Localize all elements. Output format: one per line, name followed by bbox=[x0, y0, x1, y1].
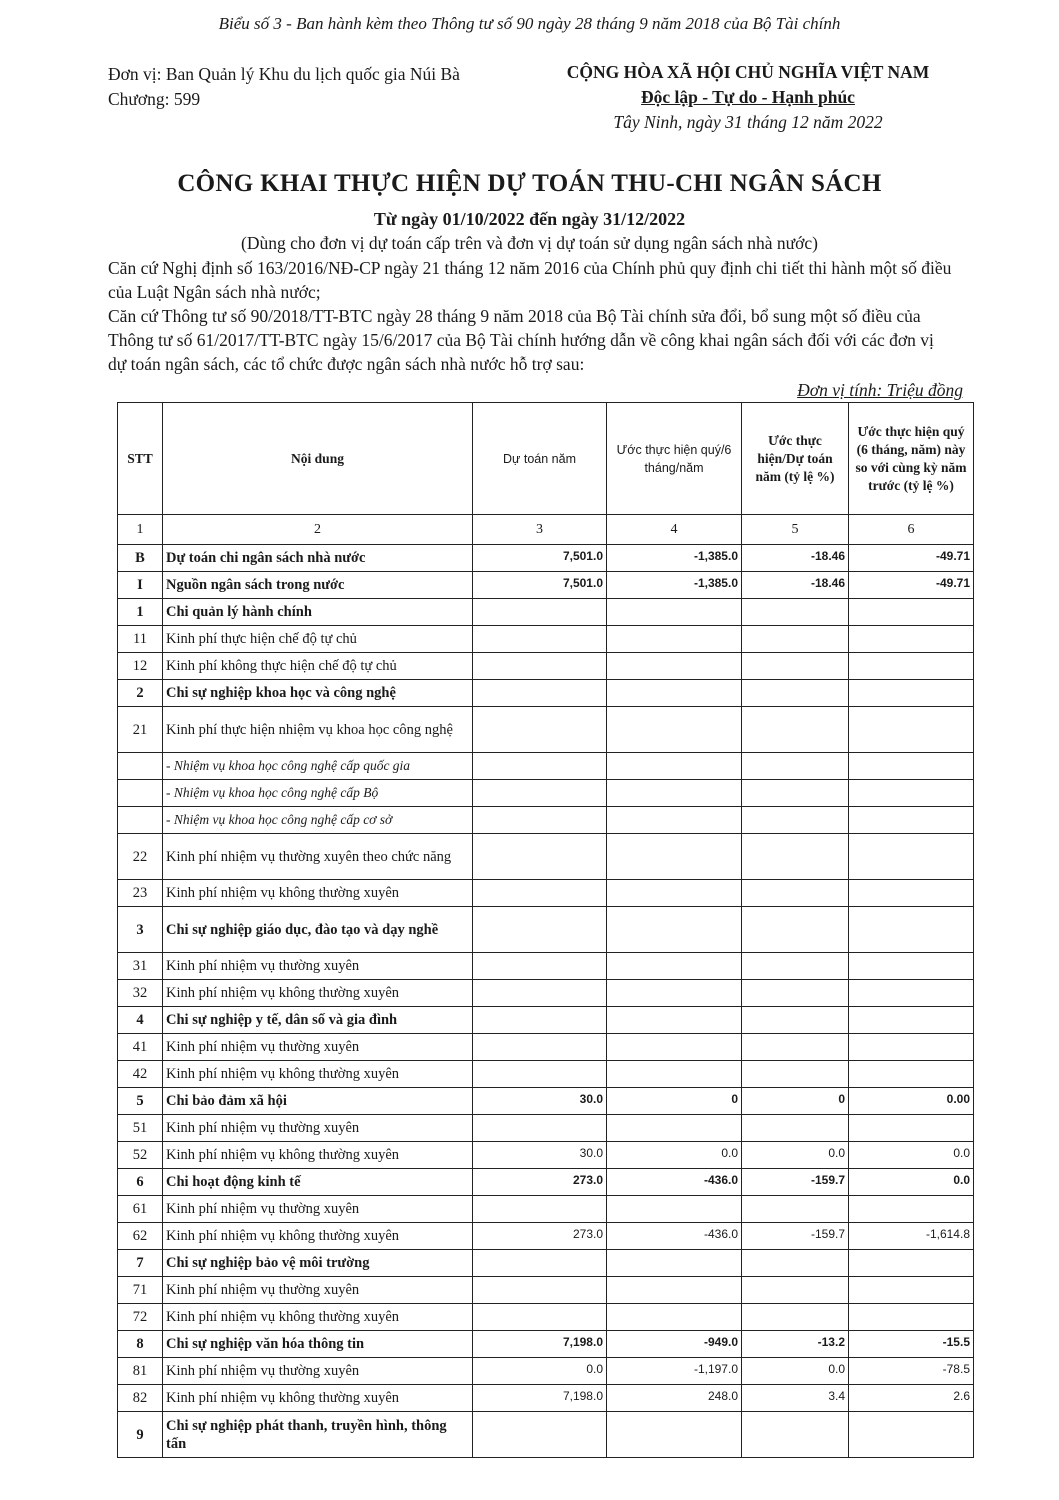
row-content: - Nhiệm vụ khoa học công nghệ cấp cơ sở bbox=[163, 807, 473, 834]
row-content: Kinh phí nhiệm vụ thường xuyên bbox=[163, 1358, 473, 1385]
row-execution-ratio bbox=[742, 1412, 849, 1458]
row-stt: 32 bbox=[118, 980, 163, 1007]
row-content: Kinh phí nhiệm vụ không thường xuyên bbox=[163, 1223, 473, 1250]
row-yoy-ratio bbox=[849, 599, 974, 626]
table-row bbox=[118, 1088, 974, 1115]
row-stt: 11 bbox=[118, 626, 163, 653]
row-yoy-ratio bbox=[849, 753, 974, 780]
row-estimated-execution bbox=[607, 680, 742, 707]
table-row bbox=[118, 545, 974, 572]
table-row bbox=[118, 680, 974, 707]
row-stt bbox=[118, 780, 163, 807]
table-row bbox=[118, 834, 974, 880]
row-content: Chi sự nghiệp khoa học và công nghệ bbox=[163, 680, 473, 707]
column-index: 3 bbox=[473, 515, 607, 545]
row-annual-estimate bbox=[473, 907, 607, 953]
row-execution-ratio bbox=[742, 953, 849, 980]
row-estimated-execution bbox=[607, 1304, 742, 1331]
row-content: Chi sự nghiệp phát thanh, truyền hình, thông tấn bbox=[163, 1412, 473, 1458]
row-content: Kinh phí nhiệm vụ thường xuyên bbox=[163, 1115, 473, 1142]
table-row bbox=[118, 1358, 974, 1385]
row-content: Kinh phí thực hiện nhiệm vụ khoa học công nghệ bbox=[163, 707, 473, 753]
row-annual-estimate bbox=[473, 953, 607, 980]
column-index: 2 bbox=[163, 515, 473, 545]
row-content: Kinh phí nhiệm vụ không thường xuyên bbox=[163, 1142, 473, 1169]
row-annual-estimate: 7,198.0 bbox=[473, 1331, 607, 1358]
row-annual-estimate bbox=[473, 780, 607, 807]
row-execution-ratio: 0 bbox=[742, 1088, 849, 1115]
table-row bbox=[118, 599, 974, 626]
row-stt: 12 bbox=[118, 653, 163, 680]
row-stt: B bbox=[118, 545, 163, 572]
row-content: Chi hoạt động kinh tế bbox=[163, 1169, 473, 1196]
row-content: Chi bảo đảm xã hội bbox=[163, 1088, 473, 1115]
national-motto: Độc lập - Tự do - Hạnh phúc bbox=[641, 87, 855, 107]
column-index: 6 bbox=[849, 515, 974, 545]
row-annual-estimate bbox=[473, 1196, 607, 1223]
row-stt: 81 bbox=[118, 1358, 163, 1385]
row-yoy-ratio bbox=[849, 1196, 974, 1223]
row-estimated-execution bbox=[607, 1196, 742, 1223]
row-yoy-ratio bbox=[849, 1034, 974, 1061]
row-estimated-execution bbox=[607, 907, 742, 953]
row-yoy-ratio: -78.5 bbox=[849, 1358, 974, 1385]
row-content: Kinh phí nhiệm vụ không thường xuyên bbox=[163, 1061, 473, 1088]
row-execution-ratio bbox=[742, 980, 849, 1007]
row-yoy-ratio: -49.71 bbox=[849, 572, 974, 599]
row-execution-ratio: 0.0 bbox=[742, 1142, 849, 1169]
row-stt: 8 bbox=[118, 1331, 163, 1358]
row-stt: 3 bbox=[118, 907, 163, 953]
table-body bbox=[118, 545, 974, 1458]
row-yoy-ratio bbox=[849, 1007, 974, 1034]
row-stt: 52 bbox=[118, 1142, 163, 1169]
row-stt: 51 bbox=[118, 1115, 163, 1142]
table-row bbox=[118, 780, 974, 807]
row-estimated-execution: 0 bbox=[607, 1088, 742, 1115]
currency-unit-note: Đơn vị tính: Triệu đồng bbox=[797, 380, 963, 400]
row-annual-estimate: 273.0 bbox=[473, 1223, 607, 1250]
row-execution-ratio bbox=[742, 1115, 849, 1142]
row-annual-estimate bbox=[473, 1007, 607, 1034]
table-row bbox=[118, 1115, 974, 1142]
row-estimated-execution bbox=[607, 1250, 742, 1277]
row-content: Kinh phí nhiệm vụ không thường xuyên bbox=[163, 1304, 473, 1331]
row-execution-ratio: -18.46 bbox=[742, 545, 849, 572]
row-execution-ratio bbox=[742, 807, 849, 834]
national-header bbox=[548, 60, 948, 135]
row-execution-ratio: -13.2 bbox=[742, 1331, 849, 1358]
row-estimated-execution bbox=[607, 753, 742, 780]
row-annual-estimate: 30.0 bbox=[473, 1088, 607, 1115]
row-yoy-ratio bbox=[849, 1412, 974, 1458]
row-execution-ratio bbox=[742, 707, 849, 753]
row-estimated-execution bbox=[607, 1034, 742, 1061]
table-row bbox=[118, 907, 974, 953]
row-estimated-execution bbox=[607, 780, 742, 807]
row-estimated-execution bbox=[607, 1277, 742, 1304]
row-content: Kinh phí không thực hiện chế độ tự chủ bbox=[163, 653, 473, 680]
table-row bbox=[118, 1196, 974, 1223]
row-stt: 7 bbox=[118, 1250, 163, 1277]
row-annual-estimate: 7,501.0 bbox=[473, 545, 607, 572]
table-row bbox=[118, 1061, 974, 1088]
place-date: Tây Ninh, ngày 31 tháng 12 năm 2022 bbox=[613, 112, 883, 132]
row-stt: 82 bbox=[118, 1385, 163, 1412]
row-estimated-execution bbox=[607, 599, 742, 626]
row-annual-estimate bbox=[473, 707, 607, 753]
row-execution-ratio bbox=[742, 753, 849, 780]
header-execution-ratio: Ước thực hiện/Dự toán năm (tỷ lệ %) bbox=[742, 403, 849, 515]
row-execution-ratio bbox=[742, 907, 849, 953]
row-content: Chi quản lý hành chính bbox=[163, 599, 473, 626]
row-yoy-ratio bbox=[849, 980, 974, 1007]
row-yoy-ratio bbox=[849, 780, 974, 807]
row-annual-estimate bbox=[473, 599, 607, 626]
row-yoy-ratio bbox=[849, 626, 974, 653]
table-row bbox=[118, 1412, 974, 1458]
row-content: Chi sự nghiệp văn hóa thông tin bbox=[163, 1331, 473, 1358]
row-estimated-execution: -436.0 bbox=[607, 1223, 742, 1250]
row-annual-estimate bbox=[473, 1277, 607, 1304]
row-estimated-execution bbox=[607, 1115, 742, 1142]
column-index: 5 bbox=[742, 515, 849, 545]
row-yoy-ratio: 0.0 bbox=[849, 1169, 974, 1196]
row-stt: 9 bbox=[118, 1412, 163, 1458]
row-estimated-execution bbox=[607, 1007, 742, 1034]
row-execution-ratio: -159.7 bbox=[742, 1223, 849, 1250]
row-execution-ratio bbox=[742, 834, 849, 880]
row-stt: 6 bbox=[118, 1169, 163, 1196]
row-annual-estimate: 0.0 bbox=[473, 1358, 607, 1385]
row-annual-estimate bbox=[473, 1115, 607, 1142]
table-row bbox=[118, 1304, 974, 1331]
row-annual-estimate bbox=[473, 834, 607, 880]
header-annual-estimate: Dự toán năm bbox=[473, 403, 607, 515]
row-execution-ratio bbox=[742, 626, 849, 653]
row-estimated-execution bbox=[607, 626, 742, 653]
row-content: Chi sự nghiệp y tế, dân số và gia đình bbox=[163, 1007, 473, 1034]
table-row bbox=[118, 880, 974, 907]
row-yoy-ratio bbox=[849, 807, 974, 834]
row-stt: 4 bbox=[118, 1007, 163, 1034]
row-stt: I bbox=[118, 572, 163, 599]
row-yoy-ratio bbox=[849, 880, 974, 907]
row-annual-estimate bbox=[473, 753, 607, 780]
row-yoy-ratio bbox=[849, 953, 974, 980]
row-annual-estimate bbox=[473, 1412, 607, 1458]
legal-basis-paragraph: Căn cứ Thông tư số 90/2018/TT-BTC ngày 28 tháng 9 năm 2018 của Bộ Tài chính sửa đổi, bổ sung một số điều của Thông tư số 61/2017/TT-BTC ngày 15/6/2017 của Bộ Tài chính hướng dẫn về công khai ngân sách đối với các đơn vị dự toán ngân sách, các tổ chức được ngân sách nhà nước hỗ trợ sau: bbox=[108, 306, 934, 374]
row-yoy-ratio bbox=[849, 1277, 974, 1304]
row-execution-ratio: -18.46 bbox=[742, 572, 849, 599]
table-row bbox=[118, 953, 974, 980]
row-annual-estimate bbox=[473, 680, 607, 707]
row-stt: 42 bbox=[118, 1061, 163, 1088]
row-yoy-ratio: -49.71 bbox=[849, 545, 974, 572]
row-content: - Nhiệm vụ khoa học công nghệ cấp Bộ bbox=[163, 780, 473, 807]
table-row bbox=[118, 807, 974, 834]
header-content: Nội dung bbox=[163, 403, 473, 515]
row-estimated-execution bbox=[607, 1061, 742, 1088]
row-annual-estimate bbox=[473, 1250, 607, 1277]
row-annual-estimate bbox=[473, 626, 607, 653]
row-content: Kinh phí nhiệm vụ không thường xuyên bbox=[163, 980, 473, 1007]
row-estimated-execution bbox=[607, 653, 742, 680]
row-annual-estimate bbox=[473, 1061, 607, 1088]
row-yoy-ratio: -15.5 bbox=[849, 1331, 974, 1358]
row-annual-estimate: 30.0 bbox=[473, 1142, 607, 1169]
row-content: Dự toán chi ngân sách nhà nước bbox=[163, 545, 473, 572]
row-content: Kinh phí nhiệm vụ không thường xuyên bbox=[163, 880, 473, 907]
row-execution-ratio bbox=[742, 1304, 849, 1331]
row-execution-ratio bbox=[742, 653, 849, 680]
row-annual-estimate: 7,501.0 bbox=[473, 572, 607, 599]
row-content: - Nhiệm vụ khoa học công nghệ cấp quốc gia bbox=[163, 753, 473, 780]
row-execution-ratio bbox=[742, 1061, 849, 1088]
row-content: Kinh phí nhiệm vụ thường xuyên bbox=[163, 1277, 473, 1304]
document-title: CÔNG KHAI THỰC HIỆN DỰ TOÁN THU-CHI NGÂN SÁCH bbox=[177, 170, 882, 197]
row-yoy-ratio bbox=[849, 1061, 974, 1088]
table-row bbox=[118, 1277, 974, 1304]
table-row bbox=[118, 653, 974, 680]
legal-basis bbox=[108, 256, 953, 376]
row-yoy-ratio bbox=[849, 680, 974, 707]
row-stt: 1 bbox=[118, 599, 163, 626]
table-header-row bbox=[118, 403, 974, 515]
row-execution-ratio bbox=[742, 780, 849, 807]
column-index: 4 bbox=[607, 515, 742, 545]
row-estimated-execution: -1,197.0 bbox=[607, 1358, 742, 1385]
row-yoy-ratio bbox=[849, 1250, 974, 1277]
row-estimated-execution bbox=[607, 834, 742, 880]
row-stt: 71 bbox=[118, 1277, 163, 1304]
row-execution-ratio bbox=[742, 1007, 849, 1034]
table-row bbox=[118, 626, 974, 653]
table-row bbox=[118, 1007, 974, 1034]
row-estimated-execution: -1,385.0 bbox=[607, 572, 742, 599]
row-annual-estimate bbox=[473, 980, 607, 1007]
column-index: 1 bbox=[118, 515, 163, 545]
row-yoy-ratio bbox=[849, 907, 974, 953]
row-stt: 41 bbox=[118, 1034, 163, 1061]
row-yoy-ratio bbox=[849, 707, 974, 753]
row-content: Kinh phí thực hiện chế độ tự chủ bbox=[163, 626, 473, 653]
row-execution-ratio bbox=[742, 880, 849, 907]
row-yoy-ratio: 0.00 bbox=[849, 1088, 974, 1115]
form-note: Biểu số 3 - Ban hành kèm theo Thông tư số 90 ngày 28 tháng 9 năm 2018 của Bộ Tài chính bbox=[218, 14, 841, 33]
table-row bbox=[118, 1385, 974, 1412]
table-row bbox=[118, 1250, 974, 1277]
row-estimated-execution bbox=[607, 980, 742, 1007]
row-annual-estimate: 273.0 bbox=[473, 1169, 607, 1196]
row-yoy-ratio bbox=[849, 653, 974, 680]
row-stt: 5 bbox=[118, 1088, 163, 1115]
row-execution-ratio: 3.4 bbox=[742, 1385, 849, 1412]
row-content: Nguồn ngân sách trong nước bbox=[163, 572, 473, 599]
document-period: Từ ngày 01/10/2022 đến ngày 31/12/2022 bbox=[373, 209, 686, 229]
table-row bbox=[118, 1223, 974, 1250]
row-content: Kinh phí nhiệm vụ thường xuyên bbox=[163, 1034, 473, 1061]
row-stt: 21 bbox=[118, 707, 163, 753]
nation-name: CỘNG HÒA XÃ HỘI CHỦ NGHĨA VIỆT NAM bbox=[566, 62, 930, 82]
table-row bbox=[118, 753, 974, 780]
row-content: Chi sự nghiệp giáo dục, đào tạo và dạy nghề bbox=[163, 907, 473, 953]
row-execution-ratio bbox=[742, 680, 849, 707]
row-stt: 72 bbox=[118, 1304, 163, 1331]
table-row bbox=[118, 572, 974, 599]
issuing-unit-block bbox=[108, 62, 460, 112]
row-estimated-execution bbox=[607, 707, 742, 753]
table-row bbox=[118, 1142, 974, 1169]
row-yoy-ratio bbox=[849, 1304, 974, 1331]
row-execution-ratio: -159.7 bbox=[742, 1169, 849, 1196]
row-annual-estimate bbox=[473, 807, 607, 834]
row-stt bbox=[118, 807, 163, 834]
row-estimated-execution: -949.0 bbox=[607, 1331, 742, 1358]
document-usage-note: (Dùng cho đơn vị dự toán cấp trên và đơn vị dự toán sử dụng ngân sách nhà nước) bbox=[241, 233, 818, 253]
row-annual-estimate: 7,198.0 bbox=[473, 1385, 607, 1412]
row-estimated-execution bbox=[607, 807, 742, 834]
row-annual-estimate bbox=[473, 1304, 607, 1331]
table-row bbox=[118, 707, 974, 753]
table-row bbox=[118, 980, 974, 1007]
row-content: Kinh phí nhiệm vụ thường xuyên theo chức năng bbox=[163, 834, 473, 880]
chapter-code: Chương: 599 bbox=[108, 89, 201, 109]
row-estimated-execution: 248.0 bbox=[607, 1385, 742, 1412]
table-row bbox=[118, 1169, 974, 1196]
header-yoy-ratio: Ước thực hiện quý (6 tháng, năm) này so với cùng kỳ năm trước (tỷ lệ %) bbox=[849, 403, 974, 515]
row-execution-ratio bbox=[742, 1277, 849, 1304]
row-execution-ratio bbox=[742, 1196, 849, 1223]
row-stt: 61 bbox=[118, 1196, 163, 1223]
row-stt: 22 bbox=[118, 834, 163, 880]
row-execution-ratio: 0.0 bbox=[742, 1358, 849, 1385]
row-estimated-execution bbox=[607, 953, 742, 980]
row-estimated-execution bbox=[607, 1412, 742, 1458]
row-estimated-execution bbox=[607, 880, 742, 907]
budget-table bbox=[117, 402, 974, 1458]
column-index-row bbox=[118, 515, 974, 545]
row-content: Kinh phí nhiệm vụ thường xuyên bbox=[163, 1196, 473, 1223]
row-stt: 62 bbox=[118, 1223, 163, 1250]
header-stt: STT bbox=[118, 403, 163, 515]
row-estimated-execution: -436.0 bbox=[607, 1169, 742, 1196]
header-estimated-execution: Ước thực hiện quý/6 tháng/năm bbox=[607, 403, 742, 515]
row-estimated-execution: 0.0 bbox=[607, 1142, 742, 1169]
row-content: Kinh phí nhiệm vụ không thường xuyên bbox=[163, 1385, 473, 1412]
row-yoy-ratio bbox=[849, 834, 974, 880]
table-row bbox=[118, 1034, 974, 1061]
row-annual-estimate bbox=[473, 880, 607, 907]
row-yoy-ratio: -1,614.8 bbox=[849, 1223, 974, 1250]
legal-basis-paragraph: Căn cứ Nghị định số 163/2016/NĐ-CP ngày 21 tháng 12 năm 2016 của Chính phủ quy định chi tiết thi hành một số điều của Luật Ngân sách nhà nước; bbox=[108, 258, 952, 302]
unit-name: Đơn vị: Ban Quản lý Khu du lịch quốc gia Núi Bà bbox=[108, 64, 460, 84]
row-stt bbox=[118, 753, 163, 780]
row-stt: 23 bbox=[118, 880, 163, 907]
row-execution-ratio bbox=[742, 599, 849, 626]
row-annual-estimate bbox=[473, 1034, 607, 1061]
row-execution-ratio bbox=[742, 1034, 849, 1061]
table-row bbox=[118, 1331, 974, 1358]
row-execution-ratio bbox=[742, 1250, 849, 1277]
row-estimated-execution: -1,385.0 bbox=[607, 545, 742, 572]
row-yoy-ratio: 2.6 bbox=[849, 1385, 974, 1412]
row-yoy-ratio: 0.0 bbox=[849, 1142, 974, 1169]
row-stt: 2 bbox=[118, 680, 163, 707]
row-yoy-ratio bbox=[849, 1115, 974, 1142]
row-stt: 31 bbox=[118, 953, 163, 980]
row-annual-estimate bbox=[473, 653, 607, 680]
row-content: Kinh phí nhiệm vụ thường xuyên bbox=[163, 953, 473, 980]
row-content: Chi sự nghiệp bảo vệ môi trường bbox=[163, 1250, 473, 1277]
